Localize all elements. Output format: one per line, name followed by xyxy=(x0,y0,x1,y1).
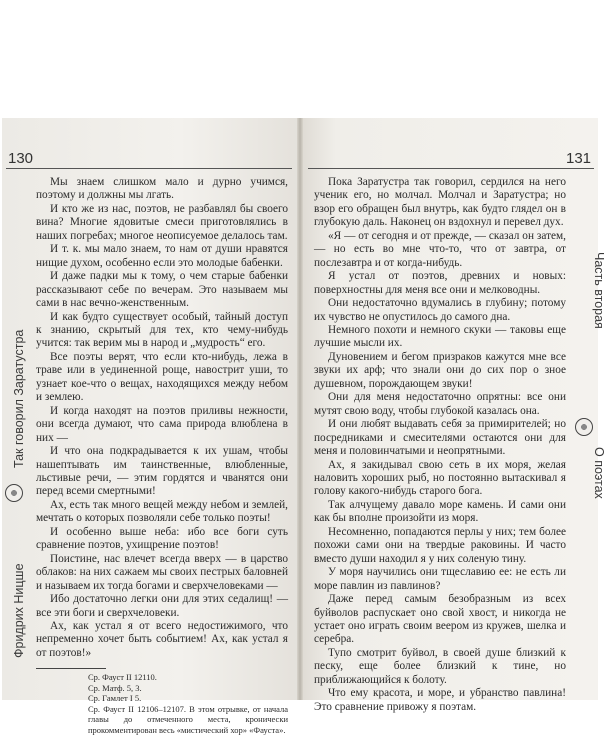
left-page-text xyxy=(36,176,288,735)
right-page-text xyxy=(314,176,566,714)
left-running-head-author: Фридрих Ницше xyxy=(12,563,26,658)
ornament-icon xyxy=(5,484,23,502)
left-running-head-title: Так говорил Заратустра xyxy=(12,329,26,468)
paragraph: Они недостаточно вдумались в глубину; потому их чувство не опустилось до самого дна. xyxy=(314,297,566,323)
left-header-rule xyxy=(6,168,292,169)
paragraph: У моря научились они тщеславию ее: не есть ли море павлин из павлинов? xyxy=(314,566,566,592)
paragraph: Ах, как устал я от всего недостижимого, что непременно хочет быть событием! Ах, как устал я от поэтов!» xyxy=(36,619,288,659)
paragraph: Даже перед самым безобразным из всех буйволов распускает оно свой хвост, и никогда не устает оно играть своим веером из кружев, шелка и серебра. xyxy=(314,593,566,646)
right-page xyxy=(300,118,606,713)
right-running-head-part: Часть вторая xyxy=(592,252,606,329)
footnote: Ср. Фауст II 12110. xyxy=(88,672,157,683)
footnote: Ср. Гамлет I 5. xyxy=(88,693,142,704)
paragraph: Так алчущему давало море камень. И сами они как бы вполне произойти из моря. xyxy=(314,498,566,525)
paragraph: И особенно выше неба: ибо все боги суть сравнение поэтов, ухищрение поэтов! xyxy=(36,525,288,552)
paragraph: Мы знаем слишком мало и дурно учимся, поэтому и должны мы лгать. xyxy=(36,176,288,202)
paragraph: И что она подкрадывается к их ушам, чтобы нашептывать им таинственные, влюбленные, льстивые речи, — этим гордятся и чванятся они перед всеми смертными! xyxy=(36,445,288,498)
paragraph: Дуновением и бегом призраков кажутся мне все звуки их арф; что знали они до сих пор о зное душевном, порождающем звуки! xyxy=(314,350,566,390)
right-running-head xyxy=(572,178,606,499)
left-running-head xyxy=(4,178,26,658)
paragraph: Немного похоти и немного скуки — таковы еще лучшие мысли их. xyxy=(314,323,566,350)
paragraph: Ибо достаточно легки они для этих седалищ! — все эти боги и сверхчеловеки. xyxy=(36,593,288,619)
left-page xyxy=(2,118,300,735)
left-page-number: 130 xyxy=(8,150,34,167)
paragraph: И когда находят на поэтов приливы нежности, они всегда думают, что сама природа влюблена в них — xyxy=(36,404,288,444)
paragraph: Они для меня недостаточно опрятны: все они мутят свою воду, чтобы глубокой казалась она. xyxy=(314,391,566,417)
paragraph: И даже падки мы к тому, о чем старые бабенки рассказывают себе по вечерам. Это называем мы сами в нас вечно-женственным. xyxy=(36,270,288,310)
paragraph: Ах, есть так много вещей между небом и землей, мечтать о которых позволяли себе только поэты! xyxy=(36,498,288,525)
footnote: Ср. Матф. 5, 3. xyxy=(88,682,142,693)
paragraph: «Я — от сегодня и от прежде, — сказал он затем, — но есть во мне что-то, что от завтра, от послезавтра и от когда-нибудь. xyxy=(314,229,566,269)
paragraph: Все поэты верят, что если кто-нибудь, лежа в траве или в уединенной роще, навострит уши, то узнает кое-что о вещах, находящихся между небом и землею. xyxy=(36,350,288,404)
paragraph: И кто же из нас, поэтов, не разбавлял бы своего вина? Многие ядовитые смеси приготовлялись в наших погребах; многое неописуемое делалось там. xyxy=(36,202,288,242)
footnote-rule xyxy=(36,668,106,669)
book-gutter xyxy=(297,118,303,700)
paragraph: И они любят выдавать себя за примирителей; но посредниками и смесителями остаются они для меня и половинчатыми и неопрятными. xyxy=(314,418,566,458)
paragraph: Пока Заратустра так говорил, сердился на него ученик его, но молчал. Молчал и Заратустра; но взор его обращен был внутрь, как будто глядел он в глубокую даль. Наконец он вздохнул и перевел дух. xyxy=(314,176,566,229)
ornament-icon xyxy=(575,418,593,436)
paragraph: Ах, я закидывал свою сеть в их моря, желая наловить хороших рыб, но постоянно вытаскивал я голову какого-нибудь старого бога. xyxy=(314,458,566,498)
paragraph: Поистине, нас влечет всегда вверх — в царство облаков: на них сажаем мы своих пестрых баловней и называем их тогда богами и сверхчеловеками — xyxy=(36,552,288,592)
paragraph: Я устал от поэтов, древних и новых: поверхностны для меня все они и мелководны. xyxy=(314,270,566,296)
paragraph: И т. к. мы мало знаем, то нам от души нравятся нищие духом, особенно если это молодые бабенки. xyxy=(36,243,288,269)
right-page-number: 131 xyxy=(566,150,592,167)
right-header-rule xyxy=(308,168,594,169)
paragraph: Несомненно, попадаются перлы у них; тем более похожи сами они на твердые раковины. И часто вместо души находил я у них соленую тину. xyxy=(314,525,566,565)
paragraph: Что ему красота, и море, и убранство павлина! Это сравнение привожу я поэтам. xyxy=(314,687,566,713)
footnote: Ср. Фауст II 12106–12107. В этом отрывке, от начала главы до отмеченного места, кронически прокомментирован весь «мистический хор» «Фауста». xyxy=(88,703,288,735)
paragraph: И как будто существует особый, тайный доступ к знанию, скрытый для тех, кто чему-нибудь учится: так верим мы в народ и „мудрость“ его. xyxy=(36,310,288,350)
paragraph: Тупо смотрит буйвол, в своей душе близкий к песку, еще более близкий к тине, но приближающийся к болоту. xyxy=(314,646,566,686)
footnotes xyxy=(36,668,288,735)
right-running-head-chapter: О поэтах xyxy=(592,447,606,499)
